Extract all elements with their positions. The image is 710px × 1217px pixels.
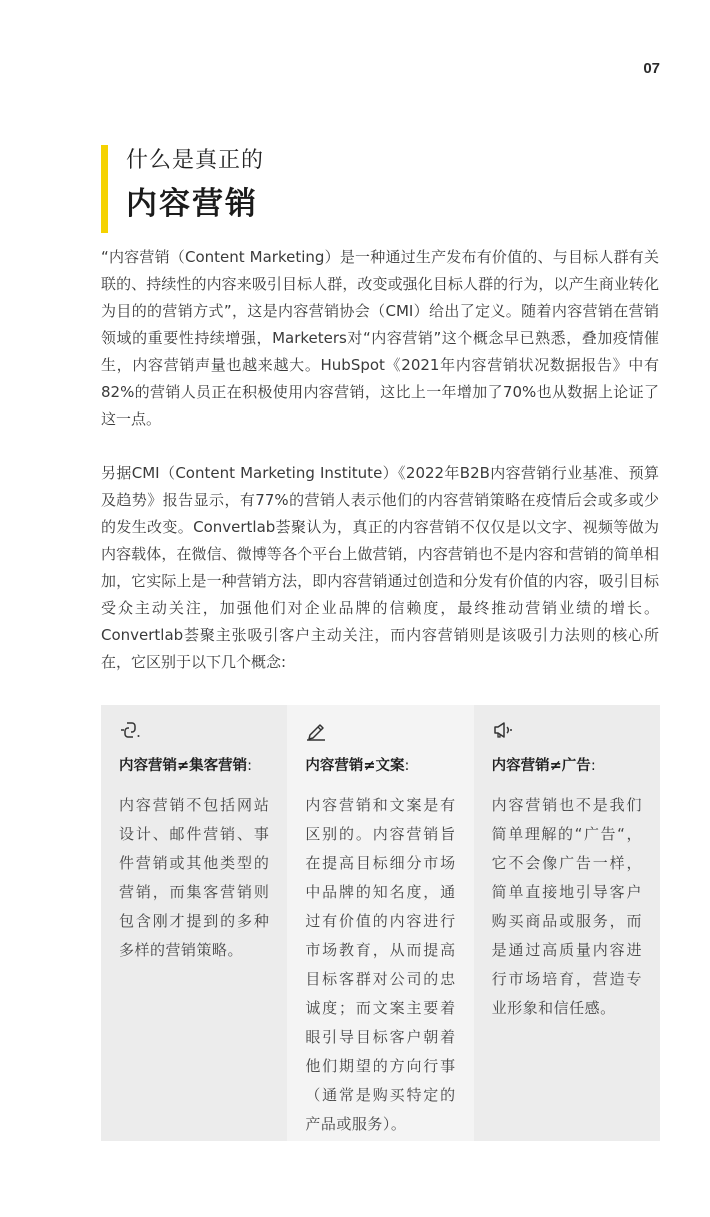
concept-title: 内容营销≠集客营销: bbox=[119, 758, 253, 774]
pen-icon bbox=[305, 719, 327, 741]
concept-title: 内容营销≠广告: bbox=[491, 758, 596, 774]
concept-column-advertising bbox=[474, 705, 660, 1141]
link-icon bbox=[119, 719, 141, 741]
concept-description: 内容营销不包括网站设计、邮件营销、事件营销或其他类型的营销，而集客营销则包含刚才提到的多种多样的营销策略。 bbox=[119, 796, 270, 959]
megaphone-icon bbox=[492, 719, 514, 741]
title-main: 内容营销 bbox=[126, 186, 258, 222]
concept-column-inbound bbox=[101, 705, 287, 1141]
concept-description: 内容营销和文案是有区别的。内容营销旨在提高目标细分市场中品牌的知名度，通过有价值的内容进行市场教育，从而提高目标客群对公司的忠诚度；而文案主要着眼引导目标客户朝着他们期望的方向行事（通常是购买特定的产品或服务）。 bbox=[305, 796, 456, 1133]
paragraph-cmi-report: 另据CMI（Content Marketing Institute）《2022年B2B内容营销行业基准、预算及趋势》报告显示，有77%的营销人表示他们的内容营销策略在疫情后会或多或少的发生改变。Convertlab荟聚认为，真正的内容营销不仅仅是以文字、视频等做为内容载体，在微信、微博等各个平台上做营销，内容营销也不是内容和营销的简单相加，它实际上是一种营销方法，即内容营销通过创造和分发有价值的内容，吸引目标受众主动关注，加强他们对企业品牌的信赖度，最终推动营销业绩的增长。Convertlab荟聚主张吸引客户主动关注，而内容营销则是该吸引力法则的核心所在，它区别于以下几个概念: bbox=[101, 464, 659, 671]
paragraph-definition: “内容营销（Content Marketing）是一种通过生产发布有价值的、与目标人群有关联的、持续性的内容来吸引目标人群，改变或强化目标人群的行为，以产生商业转化为目的的营销方式”，这是内容营销协会（CMI）给出了定义。随着内容营销在营销领域的重要性持续增强，Marketers对“内容营销”这个概念早已熟悉，叠加疫情催生，内容营销声量也越来越大。HubSpot《2021年内容营销状况数据报告》中有82%的营销人员正在积极使用内容营销，这比上一年增加了70%也从数据上论证了这一点。 bbox=[101, 248, 659, 428]
concept-title: 内容营销≠文案: bbox=[305, 758, 410, 774]
section-title bbox=[101, 145, 264, 233]
title-prefix: 什么是真正的 bbox=[126, 148, 265, 173]
concept-description: 内容营销也不是我们简单理解的“广告“，它不会像广告一样，简单直接地引导客户购买商品或服务，而是通过高质量内容进行市场培育，营造专业形象和信任感。 bbox=[491, 796, 642, 1017]
concept-comparison-panel bbox=[101, 705, 660, 1141]
concept-column-copywriting bbox=[287, 705, 473, 1141]
page-number: 07 bbox=[643, 60, 660, 77]
